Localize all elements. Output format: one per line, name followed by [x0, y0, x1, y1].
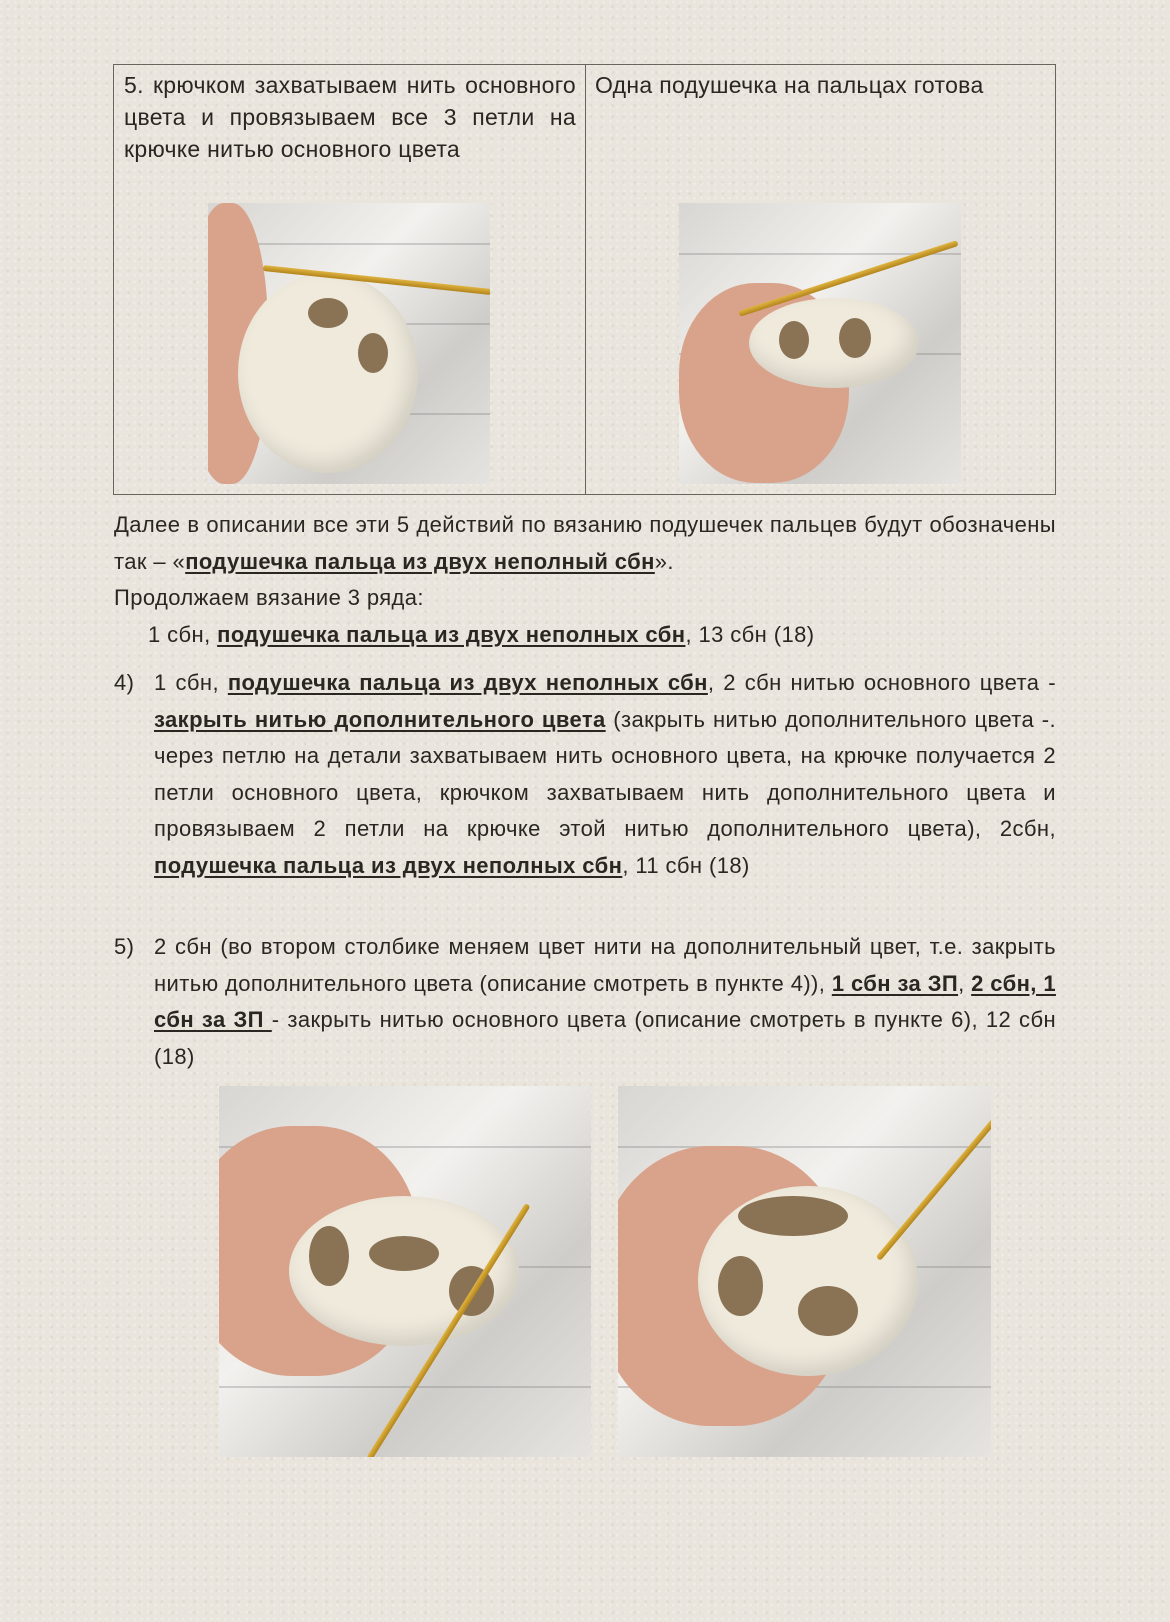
photo-row-5-b [618, 1086, 991, 1457]
intro-text-end: ». [654, 548, 674, 574]
paw-pad-term: подушечка пальца из двух неполных сбн [217, 621, 686, 647]
back-loop-term: 1 сбн за ЗП [831, 970, 959, 996]
table-divider [585, 65, 586, 494]
item-text: , 11 сбн (18) [622, 852, 750, 878]
list-item-4 [114, 665, 1056, 884]
list-item-5 [114, 929, 1056, 1075]
intro-text-part: Далее в описании все эти 5 действий по вязанию подушечек пальцев будут обозначены так – « [114, 512, 1056, 574]
photo-step-5 [208, 203, 490, 484]
item-number: 5) [114, 934, 135, 959]
item-text: 2 сбн (во втором столбике меняем цвет нити на дополнительный цвет, т.е. закрыть нитью дополнительного цвета (описание смотреть в пункте 4)), [154, 934, 1056, 996]
back-loop-term: 2 сбн, 1 сбн за ЗП [154, 970, 1056, 1032]
item-number: 4) [114, 670, 135, 695]
item-text: - закрыть нитью основного цвета (описание смотреть в пункте 6), 12 сбн (18) [154, 1007, 1057, 1069]
paw-pad-ready-text: Одна подушечка на пальцах готова [595, 72, 984, 98]
intro-text [114, 507, 1056, 653]
row-3-end: , 13 сбн (18) [685, 621, 815, 647]
close-extra-color-term: закрыть нитью дополнительного цвета [154, 706, 606, 732]
paw-pad-term: подушечка пальца из двух неполных сбн [227, 670, 708, 695]
photo-pad-ready [679, 203, 961, 484]
item-text: , 2 сбн нитью основного цвета - [707, 670, 1056, 695]
row-3-part: 1 сбн, [148, 621, 218, 647]
item-text: , [958, 970, 972, 996]
item-text: (закрыть нитью дополнительного цвета -. через петлю на детали захватываем нить основного цвета, на крючке получается 2 петли основного цвета, крючком захватываем нить дополнительного цвета и провязываем 2 петли на крючке этой нитью дополнительного цвета), 2сбн, [154, 706, 1056, 841]
row-3-heading: Продолжаем вязание 3 ряда: [114, 585, 424, 610]
paw-pad-term: подушечка пальца из двух неполный сбн [185, 548, 655, 574]
step-5-text: 5. крючком захватываем нить основного цвета и провязываем все 3 петли на крючке нитью основного цвета [124, 72, 576, 162]
paw-pad-term: подушечка пальца из двух неполных сбн [154, 852, 623, 878]
item-text: 1 сбн, [154, 670, 228, 695]
photo-row-5-a [219, 1086, 591, 1457]
